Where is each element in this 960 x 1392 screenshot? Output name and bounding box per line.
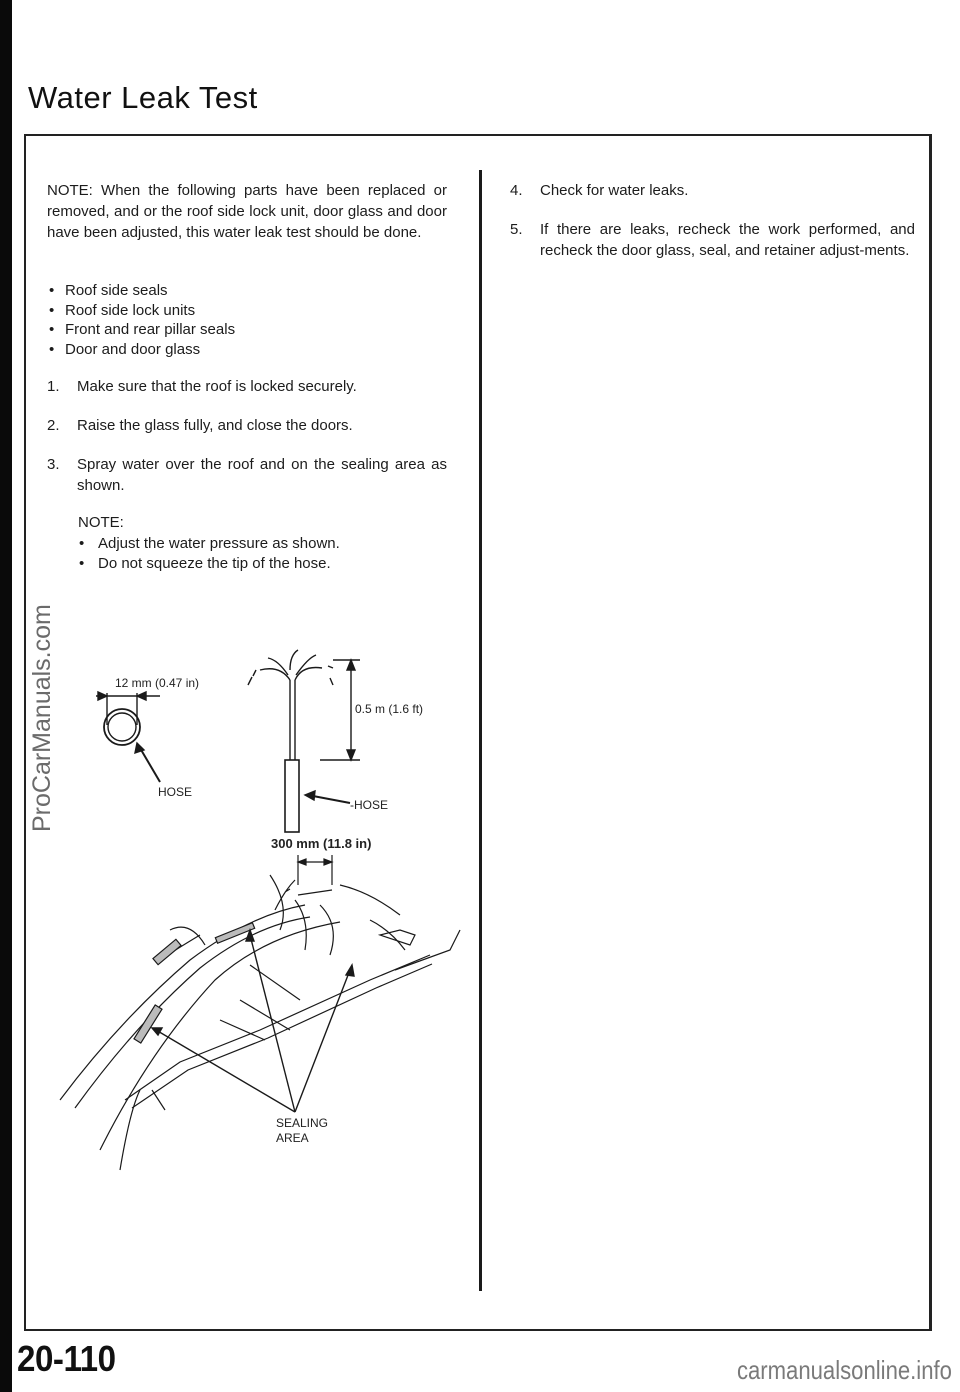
spray-note-item: • Do not squeeze the tip of the hose. — [79, 554, 331, 572]
parts-list-item: • Front and rear pillar seals — [49, 321, 236, 338]
parts-list-item: • Roof side seals — [49, 282, 168, 299]
bullet-icon: • — [49, 301, 55, 319]
parts-list-item: • Door and door glass — [49, 340, 201, 358]
spray-note-item: • Adjust the water pressure as shown. — [79, 535, 340, 552]
step-number: 5. — [510, 221, 523, 238]
step-text: Spray water over the roof and on the sealing area as shown. — [77, 456, 447, 494]
parts-list-item: • Roof side lock units — [49, 301, 196, 319]
column-divider — [479, 170, 482, 1291]
sealing-area-leader-lines — [152, 930, 354, 1112]
page-number: 20-110 — [17, 1338, 116, 1379]
step-2 — [47, 415, 447, 436]
spray-height-label: 0.5 m (1.6 ft) — [355, 702, 424, 716]
sealing-area-label: SEALING AREA — [276, 1116, 329, 1145]
hose-label-left: HOSE — [158, 785, 193, 799]
spray-note — [78, 512, 340, 572]
spray-height-icon — [248, 650, 360, 832]
step-text: Check for water leaks. — [540, 182, 689, 199]
step-1 — [47, 376, 447, 397]
bullet-icon: • — [49, 282, 55, 299]
step-number: 1. — [47, 378, 60, 395]
parts-list — [47, 280, 235, 358]
spray-note-label: NOTE: — [78, 514, 124, 531]
scan-edge-strip — [0, 0, 12, 1392]
step-3 — [47, 454, 447, 496]
bullet-icon: • — [79, 535, 85, 552]
water-leak-test-diagram — [40, 630, 470, 1190]
step-4 — [510, 180, 915, 201]
step-number: 3. — [47, 456, 60, 473]
step-number: 4. — [510, 182, 523, 199]
hose-label-right: -HOSE — [350, 798, 389, 812]
side-watermark: ProCarManuals.com — [28, 604, 56, 832]
step-number: 2. — [47, 417, 60, 434]
spray-distance-label: 300 mm (11.8 in) — [271, 836, 372, 851]
step-5 — [510, 219, 915, 261]
car-roof-icon — [60, 855, 460, 1170]
step-text: Make sure that the roof is locked securely. — [77, 378, 357, 395]
intro-note: NOTE: When the following parts have been replaced or removed, and or the roof side lock unit, door glass and door have been adjusted, this water leak test should be done. — [47, 182, 447, 241]
hose-cross-section-icon — [96, 692, 160, 782]
hose-diameter-label: 12 mm (0.47 in) — [115, 676, 200, 690]
bottom-watermark: carmanualsonline.info — [737, 1355, 952, 1385]
bullet-icon: • — [49, 321, 55, 338]
page-title: Water Leak Test — [28, 80, 258, 115]
bullet-icon: • — [79, 554, 85, 572]
bullet-icon: • — [49, 340, 55, 358]
step-text: If there are leaks, recheck the work performed, and recheck the door glass, seal, and retainer adjust-ments. — [540, 221, 915, 259]
step-text: Raise the glass fully, and close the doors. — [77, 417, 353, 434]
spray-note-list — [78, 533, 340, 572]
